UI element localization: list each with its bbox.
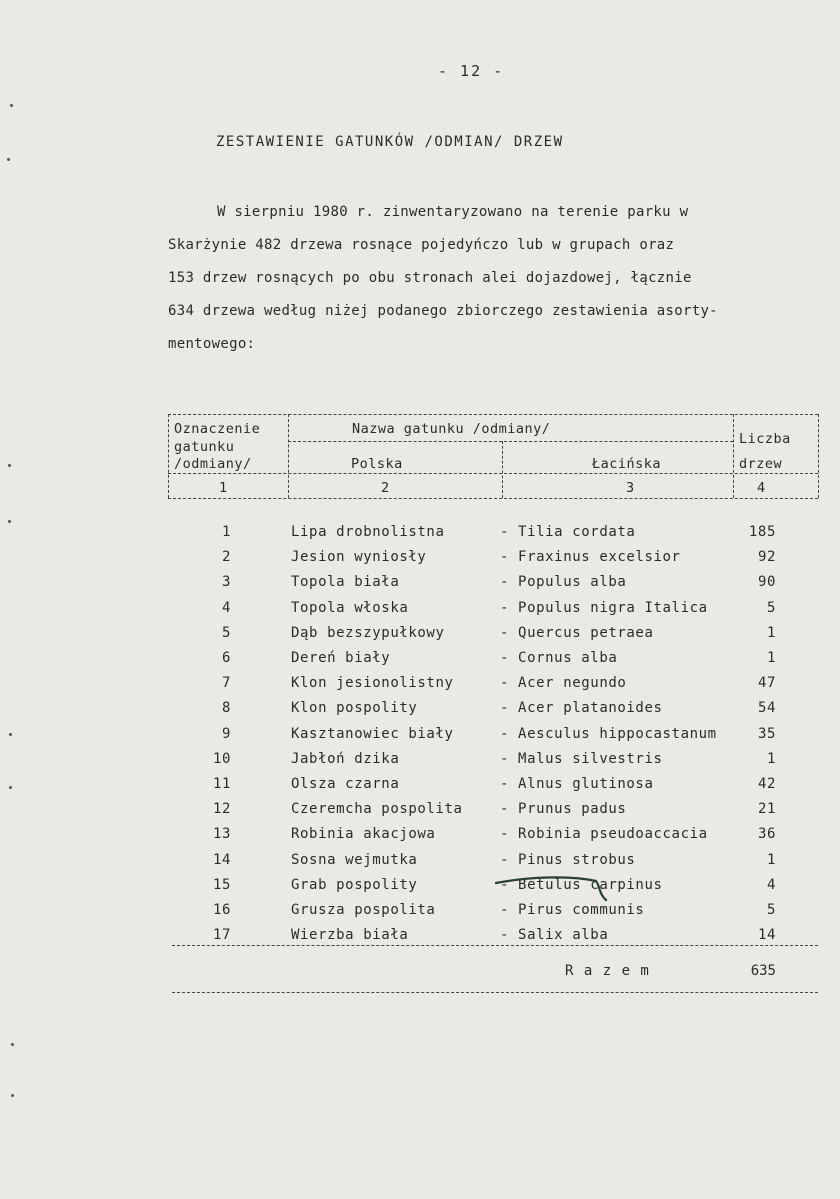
row-latin-name: - Cornus alba (500, 650, 618, 666)
row-polish-name: Robinia akacjowa (291, 826, 436, 842)
row-count: 90 (757, 574, 776, 590)
row-number: 5 (221, 625, 231, 641)
row-latin-name: - Populus alba (500, 574, 627, 590)
pen-mark (488, 870, 618, 910)
row-polish-name: Topola włoska (291, 600, 409, 616)
row-latin-name: - Betulus carpinus (500, 877, 663, 893)
row-count: 35 (757, 726, 776, 742)
row-latin-name: - Quercus petraea (500, 625, 654, 641)
header-col-number-2: 2 (381, 480, 390, 496)
paragraph-line: W sierpniu 1980 r. zinwentaryzowano na terenie parku w (217, 204, 689, 220)
paragraph-line: 634 drzewa według niżej podanego zbiorczego zestawienia asorty- (168, 303, 718, 319)
paragraph-line: 153 drzew rosnących po obu stronach alei dojazdowej, łącznie (168, 270, 692, 286)
header-polish: Polska (351, 456, 403, 472)
row-number: 14 (212, 852, 231, 868)
scan-speck (9, 733, 12, 736)
row-latin-name: - Tilia cordata (500, 524, 636, 540)
row-number: 4 (221, 600, 231, 616)
row-count: 92 (757, 549, 776, 565)
row-latin-name: - Pirus communis (500, 902, 645, 918)
scan-speck (11, 1094, 14, 1097)
row-number: 7 (221, 675, 231, 691)
row-polish-name: Czeremcha pospolita (291, 801, 463, 817)
row-count: 185 (748, 524, 776, 540)
row-polish-name: Dąb bezszypułkowy (291, 625, 445, 641)
row-number: 15 (212, 877, 231, 893)
scan-speck (10, 104, 13, 107)
row-latin-name: - Acer negundo (500, 675, 627, 691)
scan-speck (7, 158, 10, 161)
row-polish-name: Klon jesionolistny (291, 675, 454, 691)
header-group: Nazwa gatunku /odmiany/ (352, 421, 551, 437)
row-latin-name: - Malus silvestris (500, 751, 663, 767)
row-polish-name: Klon pospolity (291, 700, 418, 716)
row-count: 21 (757, 801, 776, 817)
row-number: 12 (212, 801, 231, 817)
row-latin-name: - Aesculus hippocastanum (500, 726, 717, 742)
row-number: 6 (221, 650, 231, 666)
header-col-number-4: 4 (757, 480, 766, 496)
row-number: 13 (212, 826, 231, 842)
row-polish-name: Topola biała (291, 574, 400, 590)
scan-speck (11, 1043, 14, 1046)
page-title: ZESTAWIENIE GATUNKÓW /ODMIAN/ DRZEW (216, 134, 564, 150)
row-count: 1 (766, 650, 776, 666)
row-count: 5 (766, 600, 776, 616)
header-count-line1: Liczba (739, 431, 791, 447)
page-number: - 12 - (438, 62, 505, 80)
row-count: 5 (766, 902, 776, 918)
scan-speck (9, 786, 12, 789)
row-count: 1 (766, 625, 776, 641)
row-count: 1 (766, 852, 776, 868)
row-polish-name: Wierzba biała (291, 927, 409, 943)
total-rule (172, 992, 818, 993)
total-label: R a z e m (565, 963, 650, 979)
row-count: 1 (766, 751, 776, 767)
table-bottom-rule (172, 945, 818, 946)
row-latin-name: - Fraxinus excelsior (500, 549, 681, 565)
row-number: 16 (212, 902, 231, 918)
header-col-number-3: 3 (626, 480, 635, 496)
row-count: 36 (757, 826, 776, 842)
row-number: 3 (221, 574, 231, 590)
row-number: 1 (221, 524, 231, 540)
total-value: 635 (750, 963, 776, 979)
row-number: 17 (212, 927, 231, 943)
row-count: 47 (757, 675, 776, 691)
row-count: 42 (757, 776, 776, 792)
row-latin-name: - Salix alba (500, 927, 609, 943)
row-polish-name: Dereń biały (291, 650, 391, 666)
header-col1-line3: /odmiany/ (174, 456, 252, 472)
row-number: 2 (221, 549, 231, 565)
scan-speck (8, 464, 11, 467)
row-number: 11 (212, 776, 231, 792)
row-latin-name: - Acer platanoides (500, 700, 663, 716)
row-latin-name: - Pinus strobus (500, 852, 636, 868)
row-count: 4 (766, 877, 776, 893)
row-polish-name: Grab pospolity (291, 877, 418, 893)
row-polish-name: Jesion wyniosły (291, 549, 427, 565)
header-col-number-1: 1 (219, 480, 228, 496)
row-polish-name: Grusza pospolita (291, 902, 436, 918)
row-polish-name: Olsza czarna (291, 776, 400, 792)
row-latin-name: - Populus nigra Italica (500, 600, 708, 616)
scan-speck (8, 520, 11, 523)
header-col1-line1: Oznaczenie (174, 421, 261, 437)
header-latin: Łacińska (592, 456, 662, 472)
row-number: 8 (221, 700, 231, 716)
header-col1-line2: gatunku (174, 439, 235, 455)
row-number: 10 (212, 751, 231, 767)
row-number: 9 (221, 726, 231, 742)
row-latin-name: - Robinia pseudoaccacia (500, 826, 708, 842)
paragraph-line: Skarżynie 482 drzewa rosnące pojedyńczo lub w grupach oraz (168, 237, 675, 253)
row-count: 14 (757, 927, 776, 943)
row-polish-name: Sosna wejmutka (291, 852, 418, 868)
row-polish-name: Jabłoń dzika (291, 751, 400, 767)
row-count: 54 (757, 700, 776, 716)
row-polish-name: Lipa drobnolistna (291, 524, 445, 540)
paragraph-line: mentowego: (168, 336, 256, 352)
row-latin-name: - Alnus glutinosa (500, 776, 654, 792)
row-latin-name: - Prunus padus (500, 801, 627, 817)
header-count-line2: drzew (739, 456, 783, 472)
row-polish-name: Kasztanowiec biały (291, 726, 454, 742)
